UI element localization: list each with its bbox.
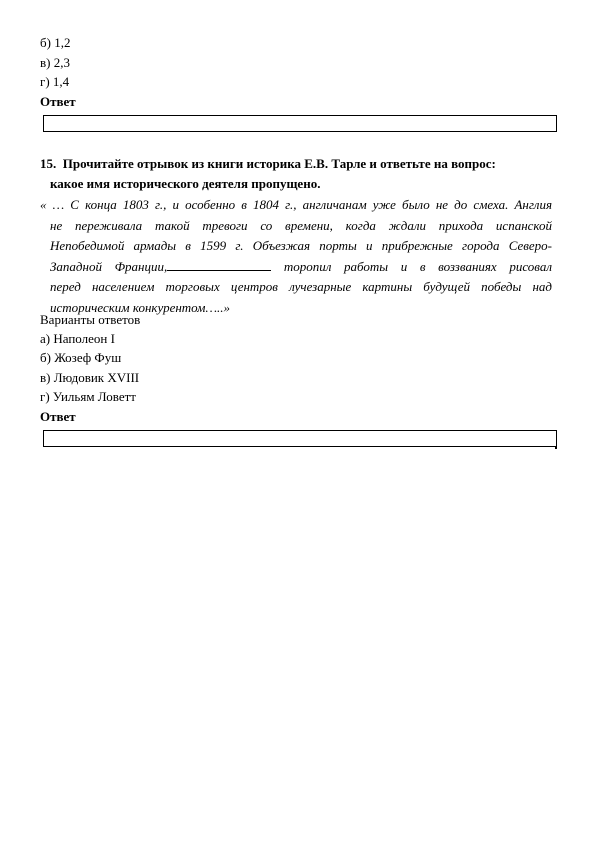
option-b-prev: б) 1,2: [40, 35, 71, 50]
question-15-title: [40, 155, 496, 172]
quote-line-end: торопил работы и в воззваниях рисовал: [271, 258, 552, 274]
blank-line: [167, 259, 271, 271]
option-d-prev: г) 1,4: [40, 74, 70, 89]
option-b: б) Жозеф Фуш: [40, 350, 122, 365]
quote-line: « … С конца 1803 г., и особенно в 1804 г., англичанам уже было не до смеха. Англия: [40, 197, 552, 212]
answer-label: Ответ: [40, 409, 76, 424]
option-a: а) Наполеон I: [40, 331, 115, 346]
quote-line-with-blank: [40, 257, 552, 278]
option-c-prev: в) 2,3: [40, 55, 70, 70]
option-c: в) Людовик XVIII: [40, 370, 140, 385]
answer-box-corner: [555, 446, 557, 449]
question-number: 15.: [40, 156, 57, 171]
quote-line: перед населением торговых центров лучезарные картины будущей победы над: [50, 279, 552, 295]
answer-box-prev[interactable]: [43, 115, 557, 132]
question-text-line1: Прочитайте отрывок из книги историка Е.В. Тарле и ответьте на вопрос:: [62, 156, 496, 171]
quote-line: не переживала такой тревоги со времени, когда ждали прихода испанской: [50, 217, 552, 233]
question-text-line2: какое имя исторического деятеля пропущено.: [50, 176, 321, 191]
answer-label-prev: Ответ: [40, 94, 76, 109]
quote-line: Непобедимой армады в 1599 г. Объезжая порты и прибрежные города Северо-: [50, 238, 552, 254]
answer-box[interactable]: [43, 430, 557, 447]
quote-line-start: Западной Франции,: [50, 258, 168, 274]
quote-block: [40, 195, 552, 319]
option-d: г) Уильям Ловетт: [40, 389, 136, 404]
quote-line: историческим конкурентом…..»: [50, 299, 231, 315]
options-heading: Варианты ответов: [40, 312, 141, 327]
